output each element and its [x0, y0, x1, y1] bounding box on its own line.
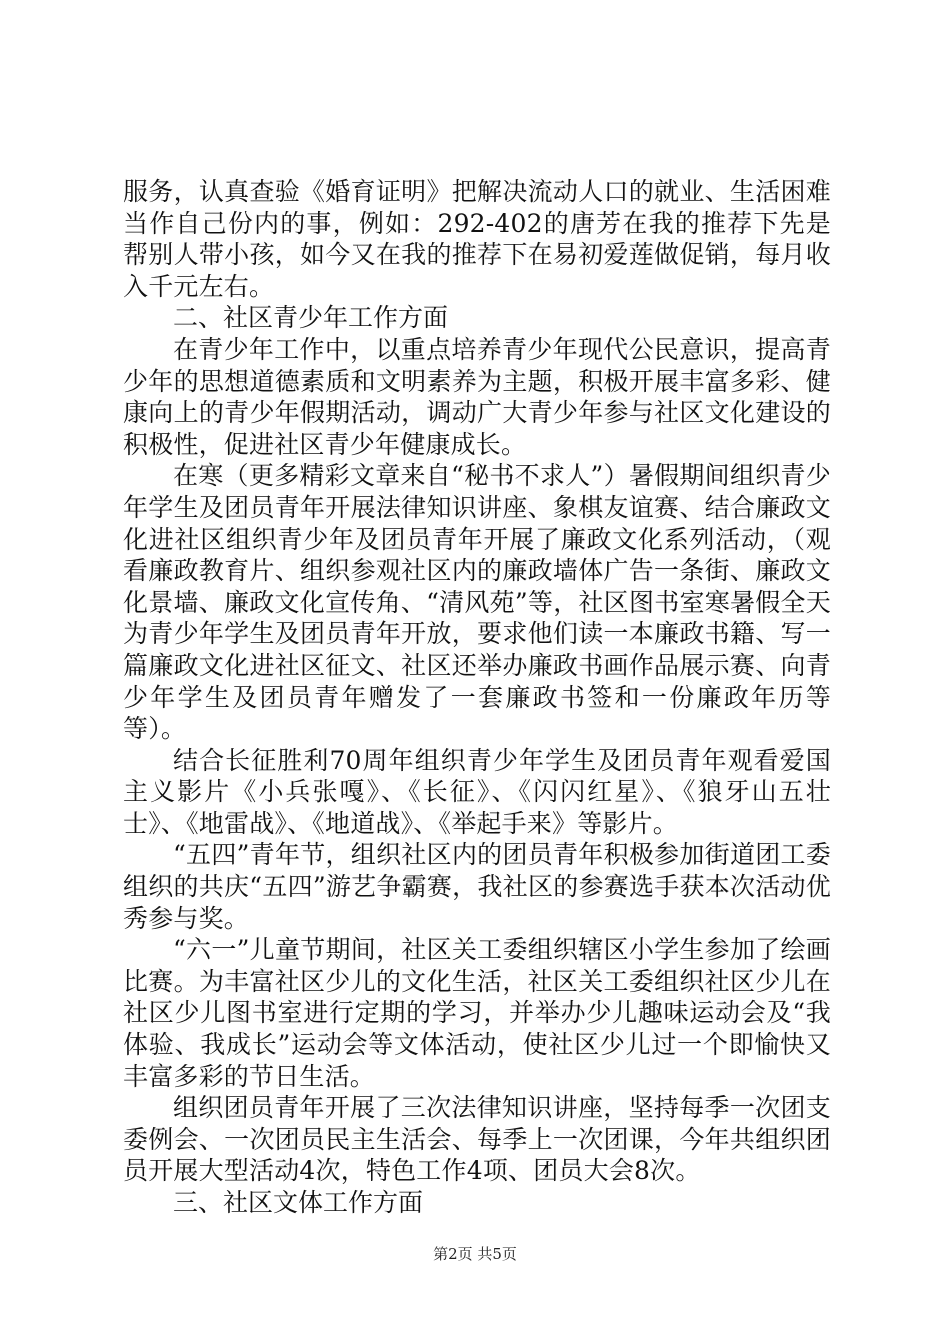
- paragraph-childrens-day: “六一”儿童节期间，社区关工委组织辖区小学生参加了绘画比赛。为丰富社区少儿的文化生活，社区关工委组织社区少儿在社区少儿图书室进行定期的学习，并举办少儿趣味运动会及“我体验、我成长”运动会等文体活动，使社区少儿过一个即愉快又丰富多彩的节日生活。: [123, 935, 831, 1091]
- page-footer: 第2页 共5页: [433, 1245, 517, 1263]
- paragraph-continuation: 服务，认真查验《婚育证明》把解决流动人口的就业、生活困难当作自己份内的事，例如：292-402的唐芳在我的推荐下先是帮别人带小孩，如今又在我的推荐下在易初爱莲做促销，每月收入千元左右。: [123, 177, 831, 301]
- paragraph-long-march-films: 结合长征胜利70周年组织青少年学生及团员青年观看爱国主义影片《小兵张嘎》、《长征》、《闪闪红星》、《狼牙山五壮士》、《地雷战》、《地道战》、《举起手来》等影片。: [123, 745, 831, 838]
- paragraph-may-fourth: “五四”青年节，组织社区内的团员青年积极参加街道团工委组织的共庆“五四”游艺争霸赛，我社区的参赛选手获本次活动优秀参与奖。: [123, 840, 831, 933]
- paragraph-league-activities: 组织团员青年开展了三次法律知识讲座，坚持每季一次团支委例会、一次团员民主生活会、每季上一次团课，今年共组织团员开展大型活动4次，特色工作4项、团员大会8次。: [123, 1093, 831, 1186]
- document-body: [123, 176, 831, 1219]
- section-heading-youth-work: 二、社区青少年工作方面: [173, 303, 449, 333]
- paragraph-youth-work-intro: 在青少年工作中，以重点培养青少年现代公民意识，提高青少年的思想道德素质和文明素养为主题，积极开展丰富多彩、健康向上的青少年假期活动，调动广大青少年参与社区文化建设的积极性，促进社区青少年健康成长。: [123, 334, 831, 459]
- section-heading-culture-sports: 三、社区文体工作方面: [173, 1188, 424, 1217]
- paragraph-holiday-activities: 在寒（更多精彩文章来自“秘书不求人”）暑假期间组织青少年学生及团员青年开展法律知识讲座、象棋友谊赛、结合廉政文化进社区组织青少年及团员青年开展了廉政文化系列活动，（观看廉政教育片、组织参观社区内的廉政墙体广告一条街、廉政文化景墙、廉政文化宣传角、“清风苑”等，社区图书室寒暑假全天为青少年学生及团员青年开放，要求他们读一本廉政书籍、写一篇廉政文化进社区征文、社区还举办廉政书画作品展示赛、向青少年学生及团员青年赠发了一套廉政书签和一份廉政年历等等）。: [123, 461, 831, 744]
